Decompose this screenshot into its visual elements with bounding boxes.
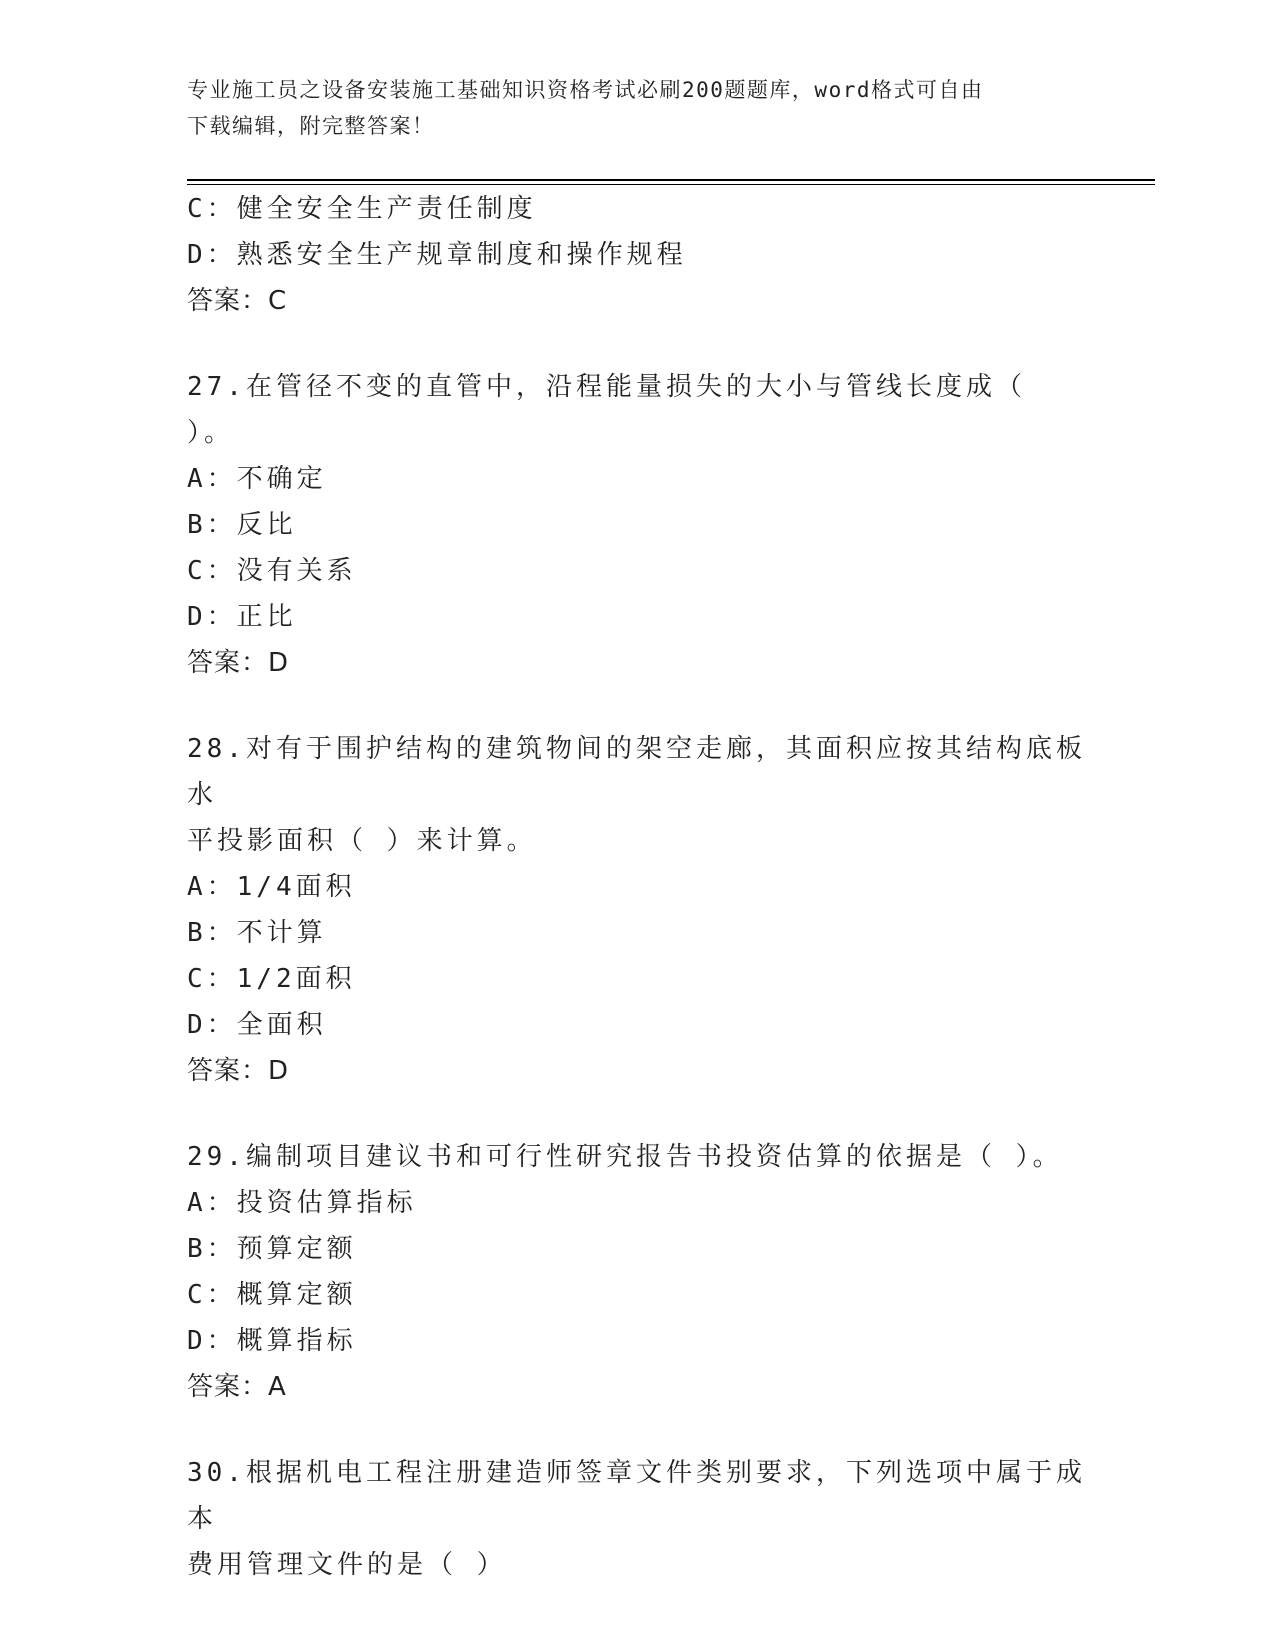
option-d: D：熟悉安全生产规章制度和操作规程 xyxy=(187,240,687,270)
header-rule-thin xyxy=(187,184,1155,185)
header-rule-thick xyxy=(187,179,1155,181)
question-27 xyxy=(187,364,1087,686)
answer-line: 答案：D xyxy=(187,648,290,678)
document-body xyxy=(187,186,1087,1588)
header-title-line-2: 下载编辑，附完整答案！ xyxy=(187,114,435,138)
question-text: 27.在管径不变的直管中，沿程能量损失的大小与管线长度成（ ）。 xyxy=(187,372,1026,448)
option-c: C：没有关系 xyxy=(187,556,357,586)
question-text: 29.编制项目建议书和可行性研究报告书投资估算的依据是（ ）。 xyxy=(187,1142,1063,1172)
option-c: C：健全安全生产责任制度 xyxy=(187,194,537,224)
option-b: B：不计算 xyxy=(187,918,327,948)
option-c: C：概算定额 xyxy=(187,1280,357,1310)
question-text-line-1: 30.根据机电工程注册建造师签章文件类别要求，下列选项中属于成本 xyxy=(187,1458,1086,1534)
option-c: C：1/2面积 xyxy=(187,964,356,994)
question-30 xyxy=(187,1450,1087,1588)
option-b: B：反比 xyxy=(187,510,297,540)
question-29 xyxy=(187,1134,1087,1410)
question-text-line-1: 28.对有于围护结构的建筑物间的架空走廊，其面积应按其结构底板水 xyxy=(187,734,1086,810)
option-b: B：预算定额 xyxy=(187,1234,357,1264)
answer-line: 答案：A xyxy=(187,1372,287,1402)
option-a: A：投资估算指标 xyxy=(187,1188,417,1218)
option-a: A：1/4面积 xyxy=(187,872,356,902)
answer-line: 答案：C xyxy=(187,286,288,316)
answer-line: 答案：D xyxy=(187,1056,290,1086)
header-title-line-1: 专业施工员之设备安装施工基础知识资格考试必刷200题题库，word格式可自由 xyxy=(187,78,984,102)
question-28 xyxy=(187,726,1087,1094)
option-d: D：正比 xyxy=(187,602,297,632)
previous-question-tail xyxy=(187,186,1087,324)
option-d: D：全面积 xyxy=(187,1010,327,1040)
option-a: A：不确定 xyxy=(187,464,327,494)
question-text-line-2: 费用管理文件的是（ ） xyxy=(187,1550,507,1580)
page-header xyxy=(187,72,1067,144)
question-text-line-2: 平投影面积（ ）来计算。 xyxy=(187,826,537,856)
option-d: D：概算指标 xyxy=(187,1326,357,1356)
